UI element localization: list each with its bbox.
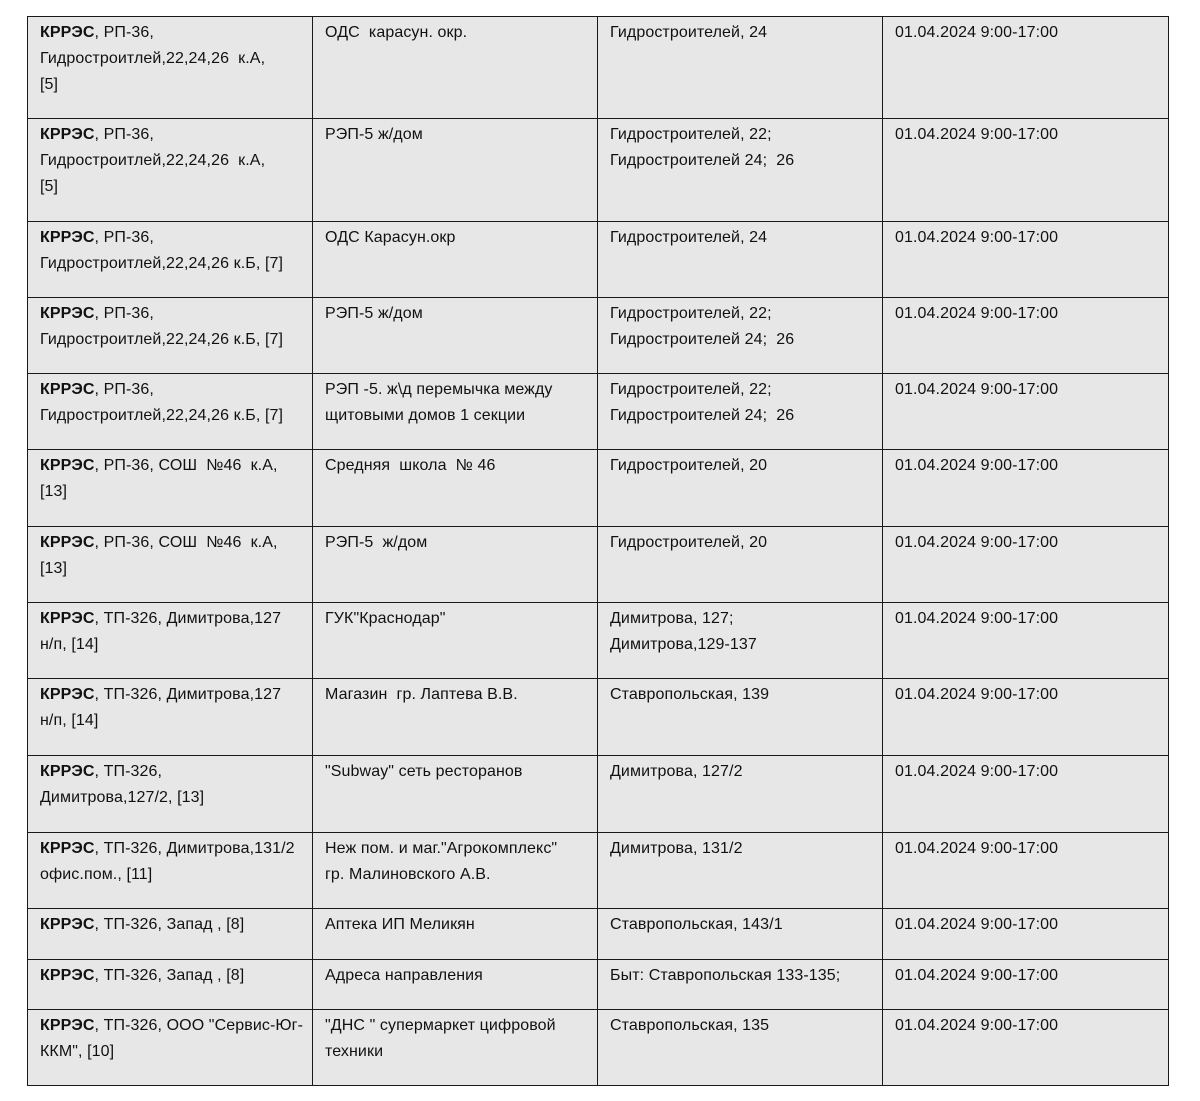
source-text: , РП-36,	[94, 229, 154, 246]
outage-time: 01.04.2024 9:00-17:00	[895, 916, 1059, 933]
outage-time: 01.04.2024 9:00-17:00	[895, 457, 1059, 474]
consumer-cell	[313, 603, 598, 679]
time-cell	[883, 833, 1169, 909]
time-cell	[883, 960, 1169, 1010]
consumer-line: РЭП-5 ж/дом	[325, 534, 428, 551]
source-cell	[28, 679, 313, 756]
outage-schedule-sheet	[27, 16, 1168, 1086]
consumer-line: РЭП-5 ж/дом	[325, 126, 423, 143]
address-line: Ставропольская, 143/1	[610, 916, 783, 933]
organization-name: КРРЭС	[40, 24, 95, 41]
source-cell	[28, 17, 313, 119]
address-line: Гидростроителей, 24	[610, 229, 768, 246]
consumer-cell	[313, 1010, 598, 1086]
consumer-cell	[313, 298, 598, 374]
source-text: , ТП-326, Запад , [8]	[94, 967, 245, 984]
time-cell	[883, 222, 1169, 298]
address-cell	[598, 450, 883, 527]
source-line	[40, 301, 306, 327]
source-line: Гидростроитлей,22,24,26 к.Б, [7]	[40, 255, 284, 272]
address-cell	[598, 298, 883, 374]
address-cell	[598, 603, 883, 679]
consumer-cell	[313, 679, 598, 756]
source-text: , ТП-326,	[94, 763, 163, 780]
time-cell	[883, 298, 1169, 374]
address-cell	[598, 909, 883, 960]
source-line	[40, 453, 306, 479]
source-line	[40, 912, 306, 938]
address-line: Димитрова, 127;	[610, 610, 734, 627]
address-line: Ставропольская, 139	[610, 686, 770, 703]
consumer-line: техники	[325, 1043, 384, 1060]
organization-name: КРРЭС	[40, 305, 95, 322]
address-cell	[598, 833, 883, 909]
consumer-line: Адреса направления	[325, 967, 483, 984]
consumer-cell	[313, 527, 598, 603]
consumer-line: РЭП -5. ж\д перемычка между	[325, 381, 553, 398]
outage-time: 01.04.2024 9:00-17:00	[895, 840, 1059, 857]
time-cell	[883, 527, 1169, 603]
address-line: Гидростроителей 24; 26	[610, 331, 795, 348]
source-line	[40, 1013, 306, 1039]
address-line: Быт: Ставропольская 133-135;	[610, 967, 841, 984]
source-cell	[28, 1010, 313, 1086]
table-row	[28, 450, 1169, 527]
consumer-line: Аптека ИП Меликян	[325, 916, 475, 933]
source-line: Гидростроитлей,22,24,26 к.Б, [7]	[40, 407, 284, 424]
organization-name: КРРЭС	[40, 840, 95, 857]
address-line: Димитрова, 127/2	[610, 763, 743, 780]
address-cell	[598, 374, 883, 450]
organization-name: КРРЭС	[40, 126, 95, 143]
time-cell	[883, 374, 1169, 450]
source-cell	[28, 960, 313, 1010]
address-cell	[598, 119, 883, 222]
source-text: , РП-36,	[94, 305, 154, 322]
consumer-cell	[313, 756, 598, 833]
address-line: Гидростроителей, 20	[610, 457, 768, 474]
consumer-line: РЭП-5 ж/дом	[325, 305, 423, 322]
source-line	[40, 606, 306, 632]
consumer-cell	[313, 450, 598, 527]
outage-table	[27, 16, 1169, 1086]
consumer-line: щитовыми домов 1 секции	[325, 407, 526, 424]
outage-time: 01.04.2024 9:00-17:00	[895, 24, 1059, 41]
time-cell	[883, 603, 1169, 679]
table-row	[28, 756, 1169, 833]
organization-name: КРРЭС	[40, 381, 95, 398]
organization-name: КРРЭС	[40, 610, 95, 627]
source-text: , РП-36,	[94, 24, 154, 41]
organization-name: КРРЭС	[40, 1017, 95, 1034]
consumer-line: ОДС карасун. окр.	[325, 24, 468, 41]
source-cell	[28, 119, 313, 222]
outage-time: 01.04.2024 9:00-17:00	[895, 126, 1059, 143]
address-line: Ставропольская, 135	[610, 1017, 770, 1034]
table-row	[28, 374, 1169, 450]
consumer-cell	[313, 960, 598, 1010]
organization-name: КРРЭС	[40, 229, 95, 246]
source-text: , РП-36, СОШ №46 к.А,	[94, 457, 278, 474]
outage-time: 01.04.2024 9:00-17:00	[895, 1017, 1059, 1034]
consumer-cell	[313, 374, 598, 450]
source-line: Гидростроитлей,22,24,26 к.А,	[40, 50, 266, 67]
source-line	[40, 836, 306, 862]
consumer-line: гр. Малиновского А.В.	[325, 866, 491, 883]
source-cell	[28, 909, 313, 960]
outage-table-body	[28, 17, 1169, 1086]
source-cell	[28, 222, 313, 298]
source-line	[40, 377, 306, 403]
address-line: Гидростроителей 24; 26	[610, 407, 795, 424]
consumer-line: Средняя школа № 46	[325, 457, 496, 474]
consumer-line: Неж пом. и маг."Агрокомплекс"	[325, 840, 558, 857]
address-cell	[598, 1010, 883, 1086]
source-line: н/п, [14]	[40, 712, 99, 729]
organization-name: КРРЭС	[40, 457, 95, 474]
table-row	[28, 17, 1169, 119]
source-text: , ТП-326, Димитрова,127	[94, 610, 282, 627]
outage-time: 01.04.2024 9:00-17:00	[895, 381, 1059, 398]
source-cell	[28, 374, 313, 450]
time-cell	[883, 679, 1169, 756]
address-cell	[598, 527, 883, 603]
address-line: Димитрова,129-137	[610, 636, 757, 653]
source-cell	[28, 756, 313, 833]
source-line	[40, 20, 306, 46]
source-line: Гидростроитлей,22,24,26 к.Б, [7]	[40, 331, 284, 348]
source-line: офис.пом., [11]	[40, 866, 153, 883]
source-line: Димитрова,127/2, [13]	[40, 789, 205, 806]
table-row	[28, 679, 1169, 756]
address-line: Гидростроителей, 22;	[610, 381, 772, 398]
source-cell	[28, 527, 313, 603]
address-line: Гидростроителей, 22;	[610, 305, 772, 322]
consumer-line: ОДС Карасун.окр	[325, 229, 456, 246]
outage-time: 01.04.2024 9:00-17:00	[895, 229, 1059, 246]
source-line	[40, 963, 306, 989]
source-text: , РП-36,	[94, 381, 154, 398]
source-line	[40, 225, 306, 251]
source-text: , ТП-326, Запад , [8]	[94, 916, 245, 933]
time-cell	[883, 1010, 1169, 1086]
source-cell	[28, 603, 313, 679]
consumer-line: ГУК"Краснодар"	[325, 610, 446, 627]
time-cell	[883, 17, 1169, 119]
address-line: Гидростроителей 24; 26	[610, 152, 795, 169]
consumer-line: "Subway" сеть ресторанов	[325, 763, 523, 780]
table-row	[28, 119, 1169, 222]
time-cell	[883, 756, 1169, 833]
address-cell	[598, 222, 883, 298]
outage-time: 01.04.2024 9:00-17:00	[895, 686, 1059, 703]
time-cell	[883, 450, 1169, 527]
organization-name: КРРЭС	[40, 967, 95, 984]
consumer-line: "ДНС " супермаркет цифровой	[325, 1017, 556, 1034]
consumer-cell	[313, 833, 598, 909]
outage-time: 01.04.2024 9:00-17:00	[895, 610, 1059, 627]
address-line: Гидростроителей, 20	[610, 534, 768, 551]
consumer-cell	[313, 119, 598, 222]
outage-time: 01.04.2024 9:00-17:00	[895, 534, 1059, 551]
outage-time: 01.04.2024 9:00-17:00	[895, 763, 1059, 780]
organization-name: КРРЭС	[40, 916, 95, 933]
source-line	[40, 759, 306, 785]
address-line: Гидростроителей, 22;	[610, 126, 772, 143]
source-line: [13]	[40, 483, 68, 500]
address-line: Гидростроителей, 24	[610, 24, 768, 41]
outage-time: 01.04.2024 9:00-17:00	[895, 967, 1059, 984]
source-line: [5]	[40, 178, 59, 195]
consumer-cell	[313, 222, 598, 298]
source-text: , ТП-326, Димитрова,131/2	[94, 840, 295, 857]
source-cell	[28, 298, 313, 374]
table-row	[28, 960, 1169, 1010]
source-line: н/п, [14]	[40, 636, 99, 653]
source-line: Гидростроитлей,22,24,26 к.А,	[40, 152, 266, 169]
table-row	[28, 527, 1169, 603]
outage-time: 01.04.2024 9:00-17:00	[895, 305, 1059, 322]
source-text: , РП-36,	[94, 126, 154, 143]
source-line	[40, 122, 306, 148]
organization-name: КРРЭС	[40, 763, 95, 780]
table-row	[28, 909, 1169, 960]
organization-name: КРРЭС	[40, 534, 95, 551]
source-cell	[28, 450, 313, 527]
source-cell	[28, 833, 313, 909]
address-cell	[598, 756, 883, 833]
consumer-cell	[313, 17, 598, 119]
source-line: [13]	[40, 560, 68, 577]
source-line	[40, 682, 306, 708]
address-cell	[598, 17, 883, 119]
source-text: , РП-36, СОШ №46 к.А,	[94, 534, 278, 551]
source-text: , ТП-326, ООО "Сервис-Юг-	[94, 1017, 304, 1034]
address-cell	[598, 960, 883, 1010]
organization-name: КРРЭС	[40, 686, 95, 703]
source-line	[40, 530, 306, 556]
address-line: Димитрова, 131/2	[610, 840, 743, 857]
table-row	[28, 298, 1169, 374]
address-cell	[598, 679, 883, 756]
time-cell	[883, 909, 1169, 960]
consumer-line: Магазин гр. Лаптева В.В.	[325, 686, 518, 703]
source-line: [5]	[40, 76, 59, 93]
table-row	[28, 603, 1169, 679]
source-text: , ТП-326, Димитрова,127	[94, 686, 282, 703]
table-row	[28, 222, 1169, 298]
time-cell	[883, 119, 1169, 222]
consumer-cell	[313, 909, 598, 960]
table-row	[28, 1010, 1169, 1086]
source-line: ККМ", [10]	[40, 1043, 115, 1060]
table-row	[28, 833, 1169, 909]
